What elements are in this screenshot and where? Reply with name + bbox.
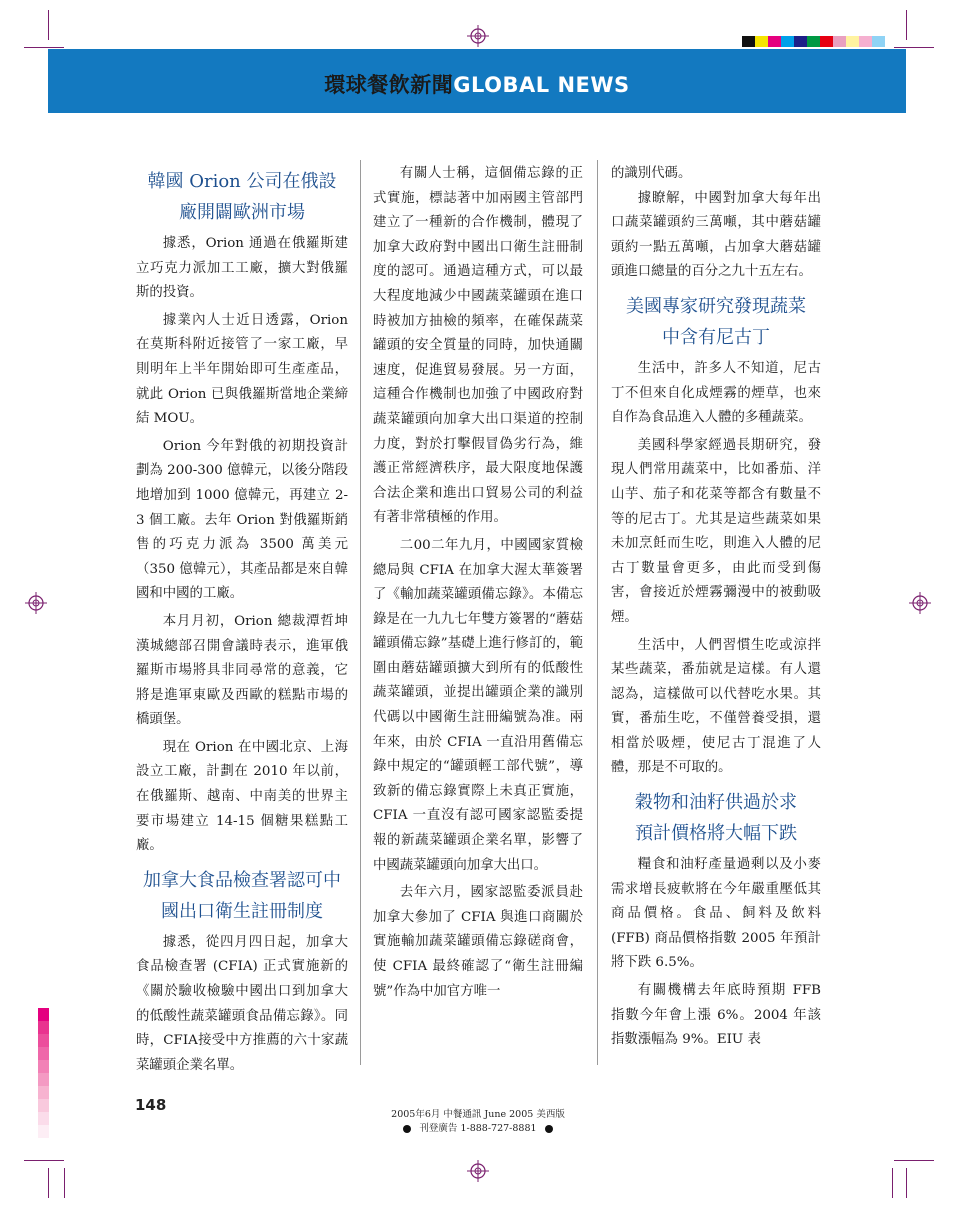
column-divider [597,160,598,1065]
crop-mark [48,10,49,40]
crop-mark [894,1160,934,1161]
headline-line: 中含有尼古丁 [662,326,770,348]
header-band [48,49,906,113]
bullet-icon [545,1125,553,1133]
headline-line: 韓國 Orion 公司在俄設 [147,171,337,192]
registration-mark-icon [467,25,489,47]
registration-mark-icon [467,1160,489,1182]
registration-mark-icon [909,592,931,614]
paragraph: Orion 今年對俄的初期投資計劃為 200-300 億韓元，以後分階段地增加到 1000 億韓元，再建立 2-3 個工廠。去年 Orion 對俄羅斯銷售的巧克力派為 3500 萬美元（350 億韓元），其產品都是來自韓國和中國的工廠。 [136,438,348,602]
headline-line: 預計價格將大幅下跌 [635,823,797,845]
crop-mark [894,47,934,48]
paragraph: 據業內人士近日透露，Orion 在莫斯科附近接管了一家工廠，早則明年上半年開始即可生產產品，就此 Orion 已與俄羅斯當地企業締結 MOU。 [136,312,348,427]
headline-line: 廠開闢歐洲市場 [179,202,305,223]
pink-swatch [38,1086,49,1099]
registration-mark-icon [25,592,47,614]
column-divider [360,160,361,1065]
article-headline [611,291,821,353]
page-title [48,69,906,99]
crop-mark [48,1168,49,1198]
page-number: 148 [135,1096,167,1114]
paragraph: 據瞭解，中國對加拿大每年出口蔬菜罐頭約三萬噸，其中蘑菇罐頭約一點五萬噸，占加拿大蘑菇罐頭進口總量的百分之九十五左右。 [611,190,821,280]
paragraph: 有關機構去年底時預期 FFB 指數今年會上漲 6%。2004 年該指數漲幅為 9%。EIU 表 [611,983,821,1048]
pink-swatch [38,1073,49,1086]
pink-swatch [38,1047,49,1060]
crop-mark [24,1160,64,1161]
color-bar-swatch [833,36,846,47]
paragraph: 現在 Orion 在中國北京、上海設立工廠，計劃在 2010 年以前，在俄羅斯、越南、中南美的世界主要市場建立 14-15 個糖果糕點工廠。 [136,739,348,854]
article-headline [136,166,348,228]
paragraph: 據悉，從四月四日起，加拿大食品檢查署 (CFIA) 正式實施新的《關於驗收檢驗中國出口到加拿大的低酸性蔬菜罐頭食品備忘錄》。同時，CFIA接受中方推薦的六十家蔬菜罐頭企業名單。 [136,934,348,1073]
color-bar-swatch [872,36,885,47]
paragraph: 二00二年九月，中國國家質檢總局與 CFIA 在加拿大渥太華簽署了《輸加蔬菜罐頭備忘錄》。本備忘錄是在一九九七年雙方簽署的“蘑菇罐頭備忘錄”基礎上進行修訂的，範圍由蘑菇罐頭擴大到所有的低酸性蔬菜罐頭，並提出罐頭企業的識別代碼以中國衛生註冊編號為准。兩年來，由於 CFIA 一直沿用舊備忘錄中規定的“罐頭輕工部代號”，導致新的備忘錄實際上未真正實施，CFIA 一直沒有認可國家認監委提報的新蔬菜罐頭企業名單，影響了中國蔬菜罐頭向加拿大出口。 [373,537,583,873]
pink-swatch [38,1034,49,1047]
footer-ad-line [0,1120,956,1134]
crop-mark [906,10,907,40]
color-bar-swatch [820,36,833,47]
headline-line: 加拿大食品檢查署認可中 [143,869,341,891]
paragraph: 有關人士稱，這個備忘錄的正式實施，標誌著中加兩國主管部門建立了一種新的合作機制，體現了加拿大政府對中國出口衛生註冊制度的認可。通過這種方式，可以最大程度地減少中國蔬菜罐頭在進口時被加方抽檢的頻率，在確保蔬菜罐頭的安全質量的同時，加快通關速度，促進貿易發展。另一方面，這種合作機制也加強了中國政府對蔬菜罐頭向加拿大出口渠道的控制力度，對於打擊假冒偽劣行為，維護正常經濟秩序，最大限度地保護合法企業和進出口貿易公司的利益有著非常積極的作用。 [373,166,583,526]
headline-line: 國出口衛生註冊制度 [161,900,323,922]
headline-line: 美國專家研究發現蔬菜 [626,295,806,317]
column-1 [136,162,348,1078]
color-bar-swatch [807,36,820,47]
paragraph: 據悉，Orion 通過在俄羅斯建立巧克力派加工工廠，擴大對俄羅斯的投資。 [136,236,348,301]
color-bar-swatch [846,36,859,47]
footer-issue-line: 2005年6月 中餐通訊 June 2005 美西版 [391,1109,565,1120]
paragraph: 糧食和油籽產量過剩以及小麥需求增長疲軟將在今年嚴重壓低其商品價格。食品、飼料及飲料 (FFB) 商品價格指數 2005 年預計將下跌 6.5%。 [611,857,821,971]
footer-ad-text: 刊登廣告 1-888-727-8881 [419,1123,537,1134]
crop-mark [906,1168,907,1198]
column-3 [611,162,821,1053]
paragraph: 生活中，人們習慣生吃或涼拌某些蔬菜，番茄就是這樣。有人還認為，這樣做可以代替吃水果。其實，番茄生吃，不僅營養受損，還相當於吸煙，使尼古丁混進了人體，那是不可取的。 [611,637,821,776]
paragraph: 本月月初，Orion 總裁潭哲坤漢城總部召開會議時表示，進軍俄羅斯市場將具非同尋常的意義，它將是進軍東歐及西歐的糕點市場的橋頭堡。 [136,613,348,728]
color-bar-swatch [755,36,768,47]
crop-mark [892,1168,893,1198]
page-title-chinese: 環球餐飲新聞 [324,73,454,97]
paragraph: 生活中，許多人不知道，尼古丁不但來自化成煙霧的煙草，也來自作為食品進入人體的多種蔬菜。 [611,360,821,426]
article-headline [136,865,348,927]
page-title-english: GLOBAL NEWS [453,73,630,97]
column-2 [373,162,583,1004]
article-headline [611,787,821,849]
pink-swatch [38,1008,49,1021]
paragraph: 美國科學家經過長期研究，發現人們常用蔬菜中，比如番茄、洋山芋、茄子和花菜等都含有數量不等的尼古丁。尤其是這些蔬菜如果未加烹飪而生吃，則進入人體的尼古丁數量會更多，由此而受到傷害，會接近於煙霧彌漫中的被動吸煙。 [611,437,821,625]
pink-swatch [38,1060,49,1073]
color-calibration-bar [742,36,885,47]
color-bar-swatch [742,36,755,47]
crop-mark [64,1168,65,1198]
color-bar-swatch [781,36,794,47]
pink-swatch [38,1021,49,1034]
paragraph: 的識別代碼。 [611,166,692,181]
headline-line: 穀物和油籽供過於求 [635,792,797,814]
paragraph: 去年六月，國家認監委派員赴加拿大參加了 CFIA 與進口商關於實施輸加蔬菜罐頭備忘錄磋商會，使 CFIA 最終確認了“衛生註冊編號”作為中加官方唯一 [373,885,583,999]
color-bar-swatch [859,36,872,47]
crop-mark [24,47,64,48]
bullet-icon [403,1125,411,1133]
color-bar-swatch [768,36,781,47]
color-bar-swatch [794,36,807,47]
